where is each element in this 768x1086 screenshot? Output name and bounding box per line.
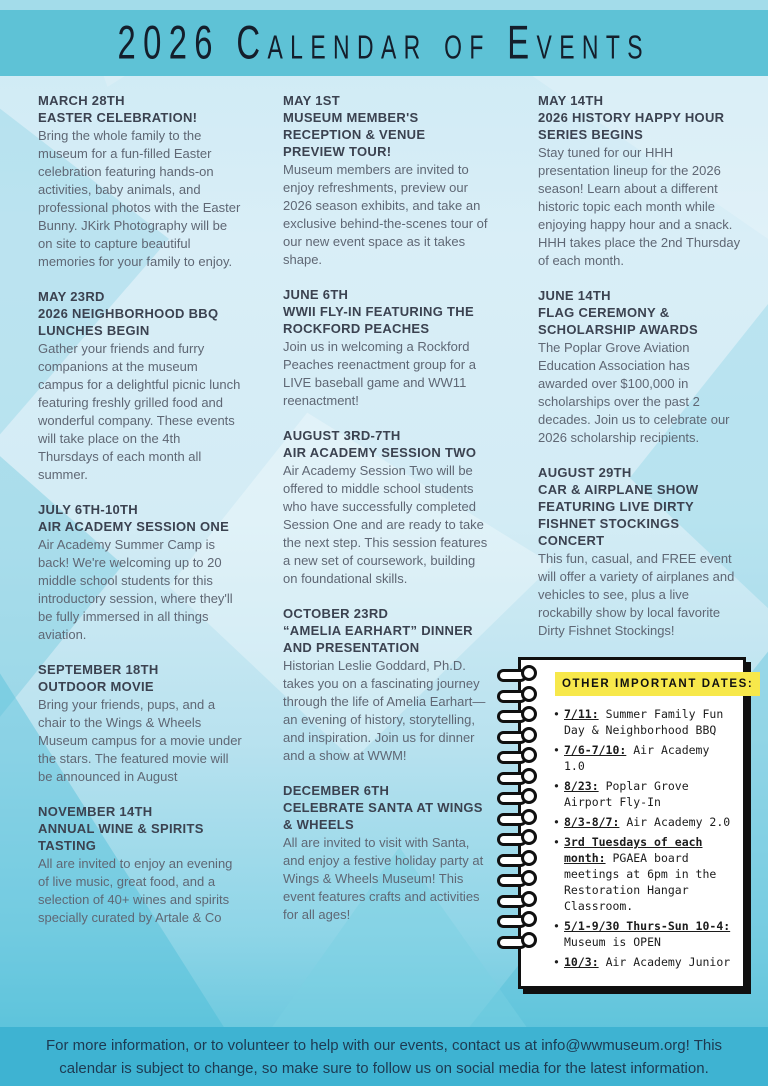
event-title: WWII FLY-IN FEATURING THE ROCKFORD PEACHES	[283, 304, 474, 336]
event-section	[283, 286, 491, 410]
event-title: “AMELIA EARHART” DINNER AND PRESENTATION	[283, 623, 473, 655]
event-section	[38, 288, 243, 484]
event-date: OCTOBER 23RD	[283, 606, 389, 621]
event-body: Bring your friends, pups, and a chair to the Wings & Wheels Museum campus for a movie under the stars. The featured movie will be announced in August	[38, 697, 242, 784]
event-title: OUTDOOR MOVIE	[38, 679, 154, 694]
event-date: AUGUST 29TH	[538, 465, 632, 480]
footer-band	[0, 1027, 768, 1086]
spiral-binding-icon	[497, 666, 539, 953]
event-body: Join us in welcoming a Rockford Peaches reenactment group for a LIVE baseball game and WW11 reenactment!	[283, 339, 476, 408]
event-section	[283, 92, 491, 269]
item-date: 7/6-7/10:	[564, 743, 627, 757]
event-title: 2026 NEIGHBORHOOD BBQ LUNCHES BEGIN	[38, 306, 219, 338]
event-body: Air Academy Session Two will be offered to middle school students who have successfully completed Session One and are ready to take the next step. This session features a new set of coursework, building on foundational skills.	[283, 463, 488, 586]
event-date: AUGUST 3RD-7TH	[283, 428, 401, 443]
item-text: Air Academy Junior	[605, 955, 731, 969]
event-body: All are invited to enjoy an evening of live music, great food, and a selection of 40+ wines and spirits specially curated by Artale & Co	[38, 856, 233, 925]
event-title: EASTER CELEBRATION!	[38, 110, 198, 125]
item-date: 8/23:	[564, 779, 599, 793]
event-title: CELEBRATE SANTA AT WINGS & WHEELS	[283, 800, 483, 832]
event-title: AIR ACADEMY SESSION TWO	[283, 445, 477, 460]
event-section	[38, 501, 243, 644]
event-title: MUSEUM MEMBER'S RECEPTION & VENUE PREVIEW TOUR!	[283, 110, 426, 159]
item-date: 5/1-9/30 Thurs-Sun 10-4:	[564, 919, 731, 933]
notebook-list	[553, 706, 735, 970]
event-body: Museum members are invited to enjoy refreshments, preview our 2026 season exhibits, and take an exclusive behind-the-scenes tour of our new event space as it takes shape.	[283, 162, 488, 267]
event-date: MARCH 28TH	[38, 93, 125, 108]
item-text: Air Academy 2.0	[626, 815, 731, 829]
list-item	[553, 834, 735, 914]
notebook-paper	[518, 657, 754, 989]
item-text: Museum is OPEN	[564, 935, 661, 949]
event-date: MAY 1ST	[283, 93, 341, 108]
footer-text: For more information, or to volunteer to help with our events, contact us at info@wwmuseum.org! This calendar is subject to change, so make sure to follow us on social media for the latest information.	[45, 1036, 723, 1077]
event-section	[283, 427, 491, 588]
event-title: FLAG CEREMONY & SCHOLARSHIP AWARDS	[538, 305, 698, 337]
column-3	[538, 92, 754, 989]
list-item	[553, 742, 735, 774]
column-1	[38, 92, 243, 944]
title-band	[0, 10, 768, 76]
event-date: NOVEMBER 14TH	[38, 804, 153, 819]
event-body: All are invited to visit with Santa, and enjoy a festive holiday party at Wings & Wheels Museum! This event features crafts and activities for all ages!	[283, 835, 484, 922]
top-strip	[0, 0, 768, 10]
item-date: 3rd Tuesdays of each month:	[564, 835, 703, 865]
event-date: JUNE 6TH	[283, 287, 349, 302]
event-date: MAY 14TH	[538, 93, 604, 108]
important-dates-notebook	[488, 657, 754, 989]
event-title: 2026 HISTORY HAPPY HOUR SERIES BEGINS	[538, 110, 725, 142]
event-date: SEPTEMBER 18TH	[38, 662, 159, 677]
list-item	[553, 918, 735, 950]
event-section	[38, 661, 243, 786]
event-date: MAY 23RD	[38, 289, 105, 304]
event-title: ANNUAL WINE & SPIRITS TASTING	[38, 821, 204, 853]
item-text: PGAEA board meetings at 6pm in the Restoration Hangar Classroom.	[564, 851, 717, 913]
event-date: DECEMBER 6TH	[283, 783, 390, 798]
list-item	[553, 814, 735, 830]
event-section	[538, 92, 743, 270]
item-text: Summer Family Fun Day & Neighborhood BBQ	[564, 707, 724, 737]
event-section	[38, 92, 243, 271]
event-section	[283, 605, 491, 765]
event-body: This fun, casual, and FREE event will offer a variety of airplanes and vehicles to see, plus a live rockabilly show by local favorite Dirty Fishnet Stockings!	[538, 551, 735, 638]
list-item	[553, 706, 735, 738]
event-columns	[38, 92, 754, 989]
event-body: Gather your friends and furry companions at the museum campus for a delightful picnic lunch featuring freshly grilled food and wonderful company. These events will take place on the 4th Thursdays of each month all summer.	[38, 341, 241, 482]
event-date: JULY 6TH-10TH	[38, 502, 138, 517]
event-body: Bring the whole family to the museum for a fun-filled Easter celebration featuring hands-on activities, baby animals, and professional photos with the Easter Bunny. JKirk Photography will be on site to capture beautiful memories for your family to enjoy.	[38, 128, 241, 269]
event-title: AIR ACADEMY SESSION ONE	[38, 519, 230, 534]
item-date: 10/3:	[564, 955, 599, 969]
event-section	[283, 782, 491, 924]
event-section	[538, 464, 743, 640]
event-title: CAR & AIRPLANE SHOW FEATURING LIVE DIRTY FISHNET STOCKINGS CONCERT	[538, 482, 699, 548]
list-item	[553, 778, 735, 810]
event-section	[38, 803, 243, 927]
event-section	[538, 287, 743, 447]
event-body: The Poplar Grove Aviation Education Association has awarded over $100,000 in scholarships over the past 2 decades. Join us to celebrate our 2026 scholarship recipients.	[538, 340, 730, 445]
event-body: Air Academy Summer Camp is back! We're welcoming up to 20 middle school students for this introductory session, where they'll be fully immersed in all things aviation.	[38, 537, 233, 642]
item-text: Poplar Grove Airport Fly-In	[564, 779, 689, 809]
event-date: JUNE 14TH	[538, 288, 611, 303]
list-item	[553, 954, 735, 970]
event-body: Stay tuned for our HHH presentation lineup for the 2026 season! Learn about a different historic topic each month while enjoying happy hour and a snack. HHH takes place the 2nd Thursday of each month.	[538, 145, 741, 268]
item-date: 7/11:	[564, 707, 599, 721]
item-text: Air Academy 1.0	[564, 743, 710, 773]
item-date: 8/3-8/7:	[564, 815, 620, 829]
notebook-title: OTHER IMPORTANT DATES:	[555, 672, 760, 696]
page-title: 2026 Calendar of Events	[117, 16, 651, 69]
column-2	[283, 92, 491, 941]
event-body: Historian Leslie Goddard, Ph.D. takes you on a fascinating journey through the life of Amelia Earhart—an evening of history, storytelling, and inspiration. Join us for dinner and a show at WWM!	[283, 658, 486, 763]
